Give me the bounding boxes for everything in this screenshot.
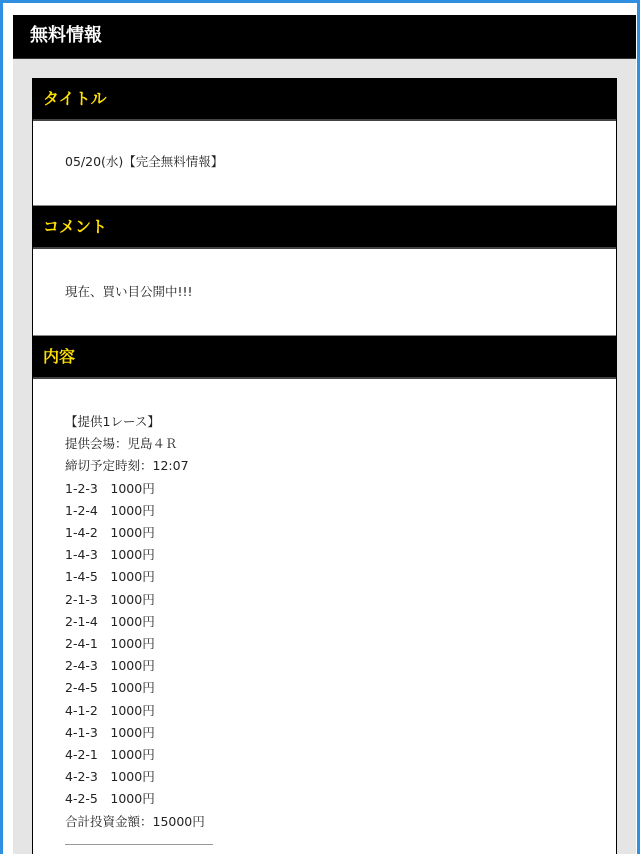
content-line: 1-2-4 1000円 (65, 502, 155, 518)
content-line: 4-2-3 1000円 (65, 769, 155, 785)
content-line: 4-2-1 1000円 (65, 747, 155, 763)
section-body-comment (33, 249, 616, 336)
content-line: 2-1-3 1000円 (65, 591, 155, 607)
info-panel (32, 78, 617, 854)
section-heading: コメント (43, 217, 108, 236)
content-line: 1-4-3 1000円 (65, 547, 155, 563)
section-heading: 内容 (43, 347, 76, 366)
section-heading: タイトル (43, 89, 107, 108)
content-line: 4-1-3 1000円 (65, 724, 155, 740)
section-body-content (33, 379, 616, 854)
section-body-title (33, 121, 616, 206)
content-line: 提供会場：児島４Ｒ (65, 436, 178, 452)
content-line: 2-4-1 1000円 (65, 636, 155, 652)
content-line: 4-1-2 1000円 (65, 702, 155, 718)
section-header-comment (33, 206, 616, 249)
content-lines (65, 411, 205, 833)
page-header (13, 15, 636, 59)
comment-text: 現在、買い目公開中!!! (65, 284, 193, 299)
section-header-title (33, 78, 616, 121)
divider (65, 844, 213, 845)
section-header-content (33, 336, 616, 379)
content-line: 締切予定時刻：12:07 (65, 458, 189, 474)
content-line: 2-4-5 1000円 (65, 680, 155, 696)
content-line: 4-2-5 1000円 (65, 791, 155, 807)
content-line: 1-4-5 1000円 (65, 569, 155, 585)
content-line: 2-1-4 1000円 (65, 613, 155, 629)
content-line: 1-2-3 1000円 (65, 480, 155, 496)
content-line: 1-4-2 1000円 (65, 525, 155, 541)
content-line: 2-4-3 1000円 (65, 658, 155, 674)
content-line: 合計投資金額：15000円 (65, 813, 205, 829)
content-line: 【提供1レース】 (65, 414, 160, 429)
title-text: 05/20(水)【完全無料情報】 (65, 154, 224, 169)
page-title: 無料情報 (30, 25, 102, 46)
